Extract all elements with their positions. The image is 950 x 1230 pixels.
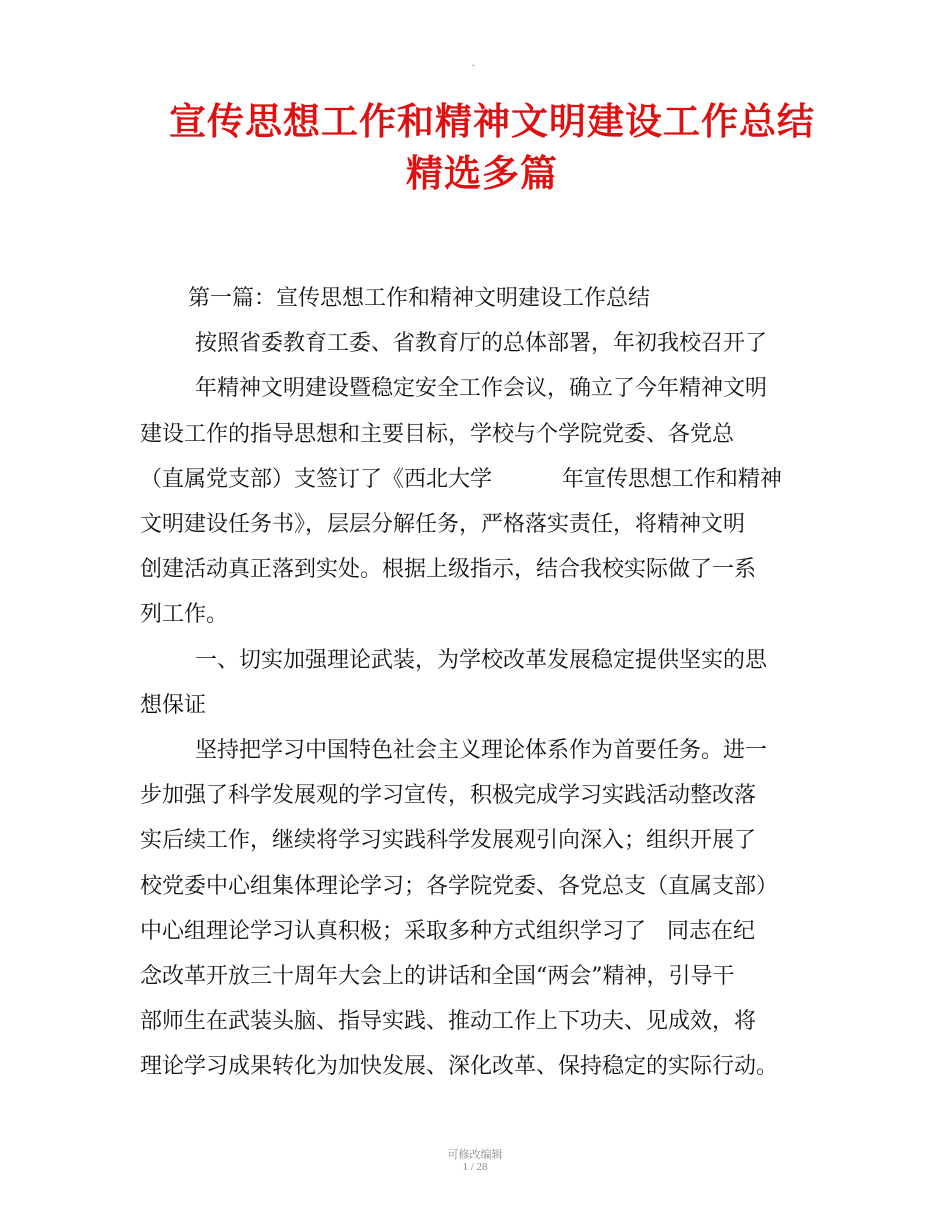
paragraph-line: 校党委中心组集体理论学习；各学院党委、各党总支（直属支部）	[140, 874, 779, 899]
paragraph-line: 理论学习成果转化为加快发展、深化改革、保持稳定的实际行动。	[140, 1054, 779, 1079]
subsection-heading-line: 想保证	[140, 693, 207, 718]
document-title-line-2: 精选多篇	[406, 151, 558, 195]
paragraph-line: 建设工作的指导思想和主要目标，学校与个学院党委、各党总	[140, 422, 735, 447]
document-title-line-1: 宣传思想工作和精神文明建设工作总结	[169, 99, 815, 143]
section-heading: 第一篇：宣传思想工作和精神文明建设工作总结	[188, 286, 651, 311]
paragraph-line: （直属党支部）支签订了《西北大学 年宣传思想工作和精神	[140, 467, 782, 492]
paragraph-line: 部师生在武装头脑、指导实践、推动工作上下功夫、见成效，将	[140, 1009, 757, 1034]
paragraph-line: 年精神文明建设暨稳定安全工作会议，确立了今年精神文明	[195, 376, 768, 401]
header-mark: .	[472, 58, 475, 69]
page-number: 1 / 28	[462, 1161, 488, 1173]
paragraph-line: 创建活动真正落到实处。根据上级指示，结合我校实际做了一系	[140, 557, 757, 582]
paragraph-line: 坚持把学习中国特色社会主义理论体系作为首要任务。进一	[195, 738, 768, 763]
paragraph-line: 步加强了科学发展观的学习宣传，积极完成学习实践活动整改落	[140, 783, 757, 808]
paragraph-line: 按照省委教育工委、省教育厅的总体部署，年初我校召开了	[195, 331, 768, 356]
paragraph-line: 列工作。	[140, 602, 229, 627]
paragraph-line: 念改革开放三十周年大会上的讲话和全国“两会”精神，引导干	[140, 964, 735, 989]
editable-note: 可修改编辑	[447, 1149, 503, 1161]
subsection-heading-line: 一、切实加强理论武装，为学校改革发展稳定提供坚实的思	[195, 648, 768, 673]
paragraph-line: 中心组理论学习认真积极；采取多种方式组织学习了 同志在纪	[140, 919, 755, 944]
paragraph-line: 文明建设任务书》，层层分解任务，严格落实责任，将精神文明	[140, 512, 746, 537]
paragraph-line: 实后续工作，继续将学习实践科学发展观引向深入；组织开展了	[140, 828, 757, 853]
